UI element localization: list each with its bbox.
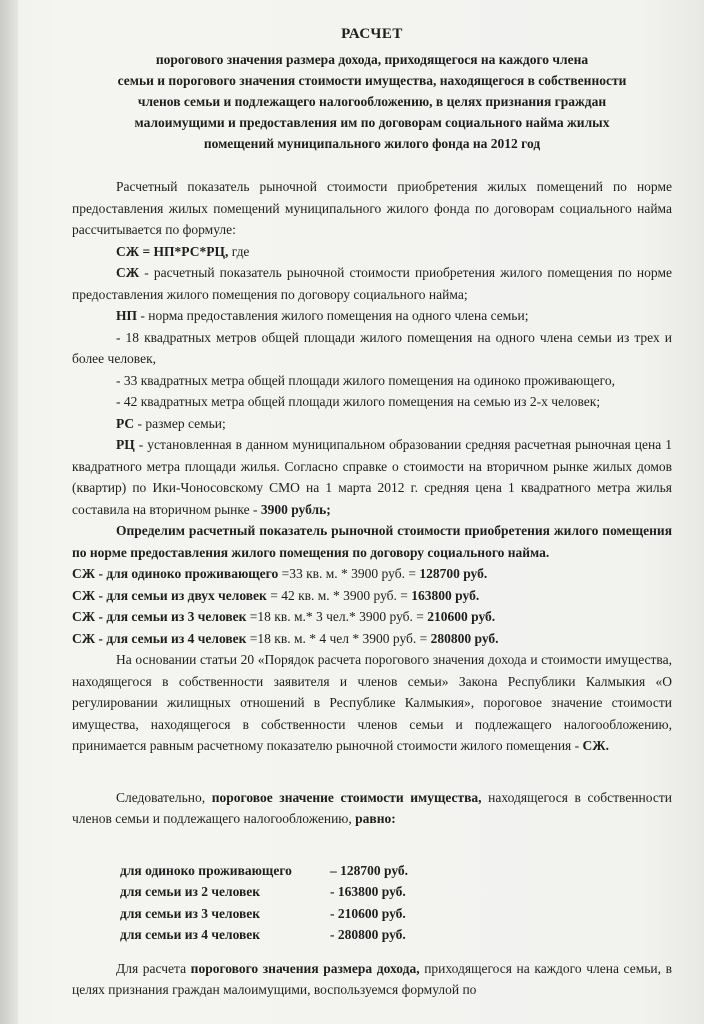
summary-label: для одиноко проживающего (120, 862, 292, 878)
calc-label: СЖ - для одиноко проживающего (72, 566, 279, 581)
formula-expression: СЖ = НП*РС*РЦ, (116, 243, 229, 259)
calc-expression: = 42 кв. м. * 3900 руб. = (266, 587, 412, 603)
document-subtitle (72, 49, 672, 154)
basis-term: СЖ. (582, 738, 609, 753)
calc-line (72, 585, 672, 607)
definition-sj (72, 262, 672, 305)
summary-row (120, 860, 672, 882)
definition-rs (72, 413, 672, 435)
summary-value: - 163800 руб. (330, 884, 406, 899)
summary-row (120, 881, 672, 903)
document-title: РАСЧЕТ (341, 26, 403, 42)
calc-result: 280800 руб. (430, 630, 499, 646)
summary-list (120, 860, 672, 946)
summary-label: для семьи из 3 человек (120, 905, 261, 921)
calc-expression: =18 кв. м. * 4 чел * 3900 руб. = (246, 630, 431, 646)
calc-expression: =33 кв. м. * 3900 руб. = (278, 566, 420, 581)
subtitle-line: семьи и порогового значения стоимости имущества, находящегося в собственности (117, 73, 627, 88)
formula-line (116, 241, 672, 263)
np-item: - 33 квадратных метра общей площади жилого помещения на одиноко проживающего, (116, 372, 615, 388)
calc-label: СЖ - для семьи из двух человек (72, 587, 267, 603)
calc-result: 128700 руб. (419, 566, 488, 581)
calc-expression: =18 кв. м.* 3 чел.* 3900 руб. = (246, 609, 428, 624)
text-run-bold: порогового значения размера дохода, (190, 960, 420, 976)
text-run-bold: пороговое значение стоимости имущества, (211, 789, 482, 805)
text-run: приходящегося на каждого члена семьи, в целях признания граждан малоимущими, воспользуемся формулой по (72, 960, 672, 997)
basis-paragraph (72, 649, 672, 757)
text-run: Следовательно, (116, 789, 212, 805)
summary-value: - 210600 руб. (330, 905, 406, 921)
definition-text: - установленная в данном муниципальном образовании средняя расчетная рыночная цена 1 квадратного метра площади жилья. Согласно справке о стоимости на вторичном рынке жилых домов (квартир) по Ики-Чоносовскому СМО на 1 марта 2012 г. средняя цена 1 квадратного метра жилья составила на вторичном рынке - (72, 437, 672, 517)
subtitle-line: помещений муниципального жилого фонда на 2012 год (203, 136, 541, 151)
summary-row (120, 924, 672, 946)
calc-line (72, 606, 672, 628)
document-body (72, 26, 672, 1001)
price-value: 3900 рубль; (260, 501, 331, 517)
subtitle-line: малоимущими и предоставления им по договорам социального найма жилых (134, 115, 610, 130)
basis-text: На основании статьи 20 «Порядок расчета порогового значения дохода и стоимости имущества, находящегося в собственности заявителя и членов семьи» Закона Республики Калмыкия «О регулировании жилищных отношений в Республике Калмыкия», пороговое значение стоимости имущества, находящегося в собственности членов семьи и подлежащего налогообложению, принимается равным расчетному показателю рыночной стоимости жилого помещения - (72, 652, 672, 753)
summary-row (120, 903, 672, 925)
page-fold-shadow (0, 0, 18, 1024)
term-sj: СЖ (116, 265, 140, 280)
summary-label: для семьи из 2 человек (120, 884, 261, 899)
text-run-bold: равно: (355, 811, 396, 826)
calc-line (72, 563, 672, 585)
summary-label: для семьи из 4 человек (120, 927, 261, 942)
definition-text: - размер семьи; (134, 415, 226, 431)
calc-result: 163800 руб. (411, 587, 480, 603)
determine-paragraph: Определим расчетный показатель рыночной стоимости приобретения жилого помещения по норме предоставления жилого помещения по договору социального найма. (72, 523, 672, 560)
summary-value: - 280800 руб. (330, 927, 406, 942)
definition-rc (72, 434, 672, 520)
text-run: Для расчета (116, 960, 191, 976)
summary-value: – 128700 руб. (330, 862, 409, 878)
subtitle-line: порогового значения размера дохода, приходящегося на каждого члена (155, 52, 589, 67)
definition-text: - норма предоставления жилого помещения на одного члена семьи; (137, 308, 529, 323)
calc-label: СЖ - для семьи из 4 человек (72, 630, 247, 646)
term-rs: РС (116, 415, 135, 431)
income-paragraph (72, 958, 672, 1001)
calc-label: СЖ - для семьи из 3 человек (72, 609, 247, 624)
term-np: НП (116, 308, 138, 323)
text-run: находящегося в собственности членов семьи и подлежащего налогообложению, (72, 789, 672, 826)
intro-paragraph: Расчетный показатель рыночной стоимости приобретения жилых помещений по норме предоставления жилых помещений муниципального жилого фонда по договорам социального найма рассчитывается по формуле: (72, 179, 672, 237)
formula-tail: где (228, 243, 250, 259)
calc-line (72, 628, 672, 650)
np-item: - 42 квадратных метра общей площади жилого помещения на семью из 2-х человек; (116, 394, 601, 409)
definition-np (72, 305, 672, 327)
consequently-paragraph (72, 787, 672, 830)
np-item: - 18 квадратных метров общей площади жилого помещения на одного члена семьи из трех и более человек, (72, 329, 672, 366)
definition-text: - расчетный показатель рыночной стоимости приобретения жилого помещения по норме предоставления жилого помещения по договору социального найма; (72, 265, 672, 302)
subtitle-line: членов семьи и подлежащего налогообложению, в целях признания граждан (137, 94, 607, 109)
calc-result: 210600 руб. (427, 609, 496, 624)
term-rc: РЦ (116, 437, 135, 452)
